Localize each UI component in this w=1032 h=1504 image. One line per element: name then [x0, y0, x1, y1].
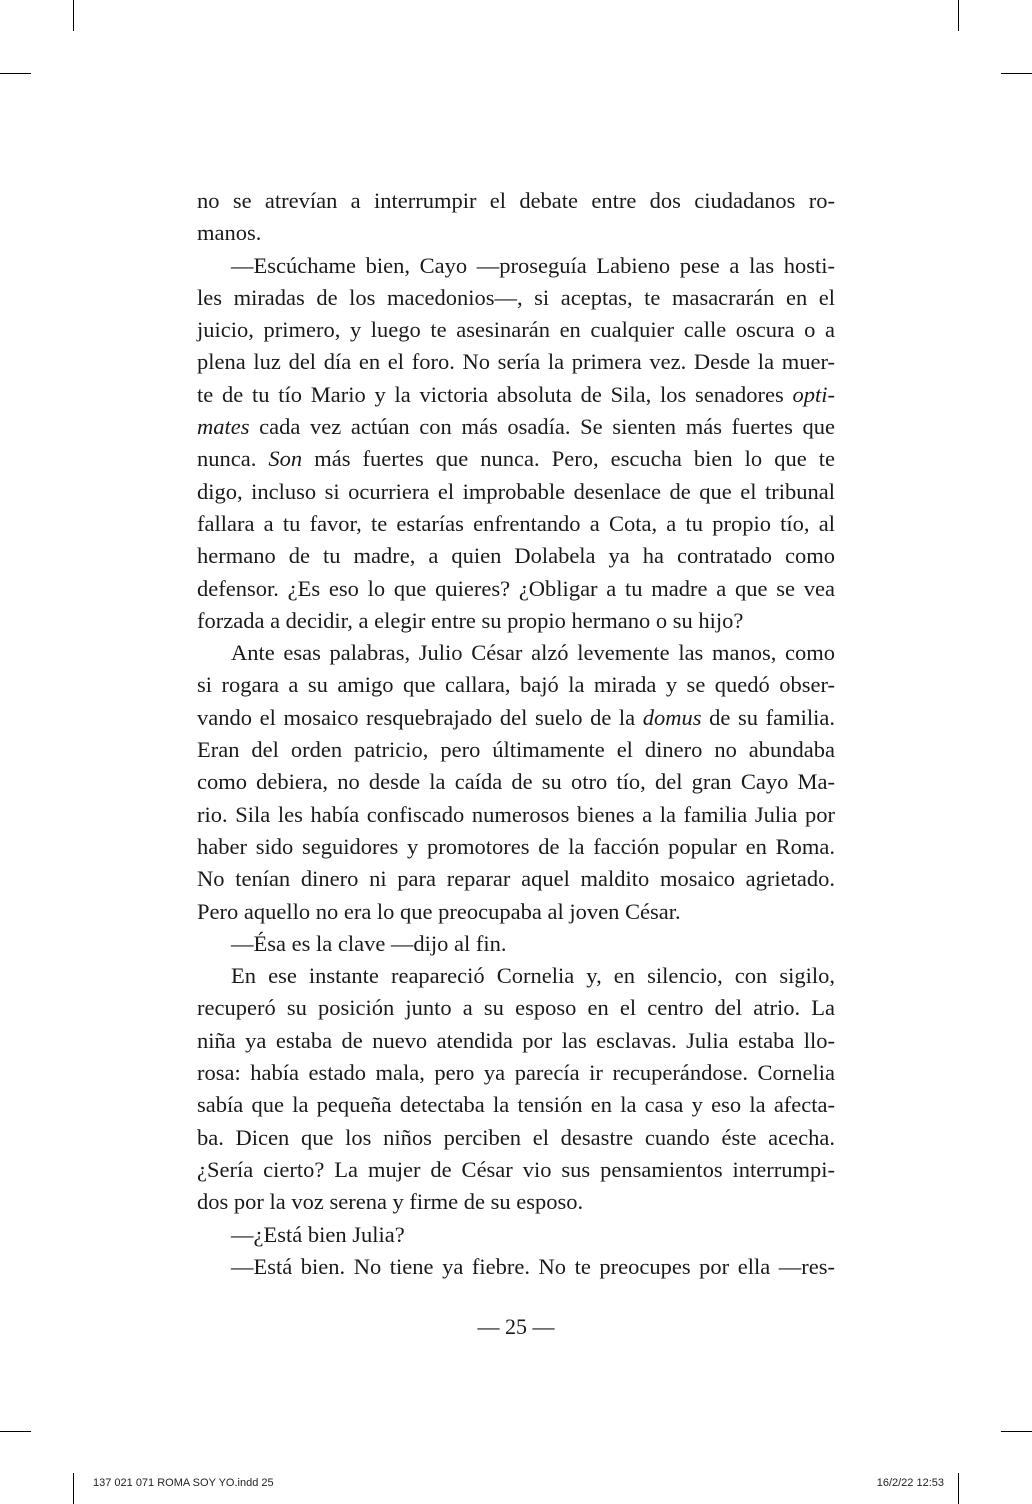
text-line: [197, 346, 835, 378]
text-line: [197, 185, 835, 217]
line-text: de su familia.: [701, 704, 836, 730]
crop-mark-left-top: [0, 73, 31, 74]
line-text: manos.: [197, 220, 262, 246]
line-text: Pero aquello no era lo que preocupaba al joven César.: [197, 898, 681, 924]
line-text: recuperó su posición junto a su esposo en el centro del atrio. La: [197, 995, 835, 1021]
text-line: [197, 250, 835, 282]
line-text: dos por la voz serena y firme de su esposo.: [197, 1189, 584, 1215]
line-text: como debiera, no desde la caída de su otro tío, del gran Cayo Ma-: [197, 769, 835, 795]
line-text: Ante esas palabras, Julio César alzó levemente las manos, como: [231, 640, 835, 666]
line-text: cada vez actúan con más osadía. Se sienten más fuertes que: [249, 414, 835, 440]
text-line: [197, 766, 835, 798]
line-text: Eran del orden patricio, pero últimamente el dinero no abundaba: [197, 737, 835, 763]
crop-mark-top-left: [73, 0, 74, 31]
text-line: [197, 1089, 835, 1121]
line-text: fallara a tu favor, te estarías enfrentando a Cota, a tu propio tío, al: [197, 510, 835, 536]
text-line: [197, 605, 835, 637]
text-line: [197, 863, 835, 895]
text-line: [197, 734, 835, 766]
line-text: —Ésa es la clave —dijo al fin.: [231, 930, 507, 956]
line-text: sabía que la pequeña detectaba la tensión en la casa y eso la afecta-: [197, 1092, 835, 1118]
italic-word: opti-: [792, 381, 835, 407]
text-line: [197, 1154, 835, 1186]
line-text: vando el mosaico resquebrajado del suelo de la: [197, 704, 643, 730]
line-text: niña ya estaba de nuevo atendida por las esclavas. Julia estaba llo-: [197, 1027, 835, 1053]
text-line: [197, 217, 835, 249]
text-line: [197, 1122, 835, 1154]
crop-mark-bottom-left: [73, 1473, 74, 1504]
crop-mark-right-bottom: [1001, 1431, 1032, 1432]
line-text: nunca.: [197, 446, 269, 472]
line-text: si rogara a su amigo que callara, bajó la mirada y se quedó obser-: [197, 672, 835, 698]
text-line: [197, 443, 835, 475]
text-line: [197, 702, 835, 734]
italic-word: mates: [197, 414, 250, 440]
line-text: —Está bien. No tiene ya fiebre. No te preocupes por ella —res-: [231, 1253, 835, 1279]
body-text: [197, 185, 835, 1283]
line-text: no se atrevían a interrumpir el debate entre dos ciudadanos ro-: [197, 188, 835, 213]
crop-mark-left-bottom: [0, 1431, 31, 1432]
text-line: [197, 1057, 835, 1089]
text-line: [197, 799, 835, 831]
text-line: [197, 1219, 835, 1251]
line-text: —¿Está bien Julia?: [231, 1221, 405, 1247]
text-line: [197, 508, 835, 540]
text-line: [197, 928, 835, 960]
line-text: rio. Sila les había confiscado numerosos bienes a la familia Julia por: [197, 801, 835, 827]
text-line: [197, 831, 835, 863]
line-text: —Escúchame bien, Cayo —proseguía Labieno pese a las hosti-: [231, 252, 835, 278]
text-line: [197, 992, 835, 1024]
text-line: [197, 896, 835, 928]
line-text: En ese instante reapareció Cornelia y, en silencio, con sigilo,: [231, 963, 835, 989]
line-text: rosa: había estado mala, pero ya parecía ir recuperándose. Cornelia: [197, 1060, 835, 1086]
text-line: [197, 540, 835, 572]
line-text: No tenían dinero ni para reparar aquel maldito mosaico agrietado.: [197, 866, 835, 892]
crop-mark-right-top: [1001, 73, 1032, 74]
line-text: les miradas de los macedonios—, si aceptas, te masacrarán en el: [197, 284, 835, 310]
text-line: [197, 1025, 835, 1057]
text-line: [197, 314, 835, 346]
italic-word: Son: [268, 446, 303, 472]
line-text: forzada a decidir, a elegir entre su propio hermano o su hijo?: [197, 607, 744, 633]
text-line: [197, 669, 835, 701]
line-text: plena luz del día en el foro. No sería la primera vez. Desde la muer-: [197, 349, 835, 375]
text-line: [197, 379, 835, 411]
line-text: defensor. ¿Es eso lo que quieres? ¿Obligar a tu madre a que se vea: [197, 575, 835, 601]
line-text: juicio, primero, y luego te asesinarán en cualquier calle oscura o a: [197, 317, 835, 343]
text-line: [197, 282, 835, 314]
text-line: [197, 573, 835, 605]
page-number: — 25 —: [477, 1314, 555, 1339]
slug-date: 16/2/22 12:53: [876, 1477, 944, 1489]
line-text: hermano de tu madre, a quien Dolabela ya ha contratado como: [197, 543, 835, 569]
slug-filename: 137 021 071 ROMA SOY YO.indd 25: [93, 1477, 274, 1489]
text-line: [197, 476, 835, 508]
line-text: más fuertes que nunca. Pero, escucha bien lo que te: [302, 446, 835, 472]
text-line: [197, 1251, 835, 1283]
line-text: ¿Sería cierto? La mujer de César vio sus pensamientos interrumpi-: [197, 1156, 835, 1182]
text-line: [197, 637, 835, 669]
line-text: te de tu tío Mario y la victoria absoluta de Sila, los senadores: [197, 381, 793, 407]
text-line: [197, 960, 835, 992]
line-text: haber sido seguidores y promotores de la facción popular en Roma.: [197, 833, 835, 859]
text-line: [197, 1186, 835, 1218]
crop-mark-bottom-right: [958, 1473, 959, 1504]
italic-word: domus: [642, 704, 702, 730]
line-text: digo, incluso si ocurriera el improbable desenlace de que el tribunal: [197, 478, 835, 504]
line-text: ba. Dicen que los niños perciben el desastre cuando éste acecha.: [197, 1124, 835, 1150]
crop-mark-top-right: [958, 0, 959, 31]
text-line: [197, 411, 835, 443]
